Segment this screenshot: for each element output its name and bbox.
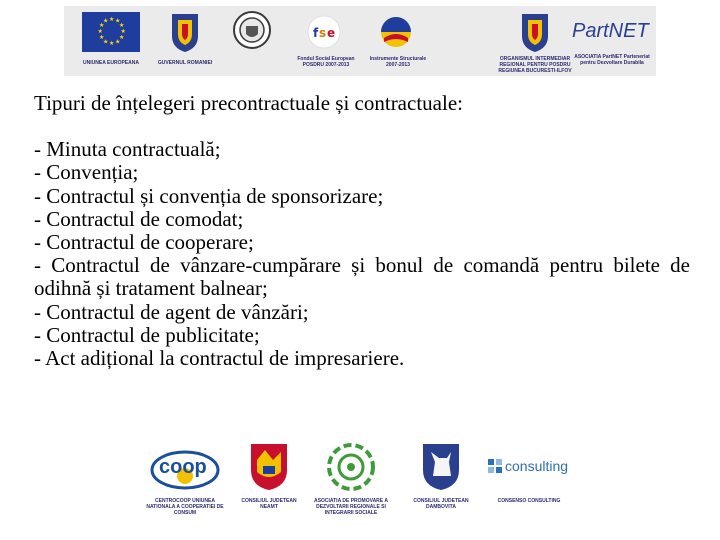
list-item: - Act adițional la contractul de impresariere. (34, 346, 405, 371)
svg-text:f: f (313, 26, 319, 40)
list-item: - Convenția; (34, 160, 139, 185)
association-caption: ASOCIATIA DE PROMOVARE A DEZVOLTARII REGIONALE SI INTEGRARII SOCIALE (314, 498, 388, 516)
svg-text:★: ★ (109, 16, 115, 23)
structural-instruments-caption: Instrumente Structurale 2007-2013 (369, 56, 427, 68)
association-logo (323, 440, 379, 494)
svg-text:★: ★ (99, 22, 105, 29)
list-item: - Contractul de vânzare-cumpărare și bonul de comandă pentru bilete de odihnă și tratament balnear; (34, 253, 690, 301)
oi-coat-of-arms-logo (518, 10, 552, 54)
svg-text:★: ★ (109, 40, 115, 47)
government-coat-of-arms-logo (168, 10, 202, 54)
coop-wordmark: coop (159, 456, 207, 478)
dambovita-coat-of-arms-logo (419, 440, 463, 492)
dambovita-caption: CONSILIUL JUDETEAN DAMBOVITA (413, 498, 469, 510)
svg-text:★: ★ (119, 22, 125, 29)
svg-text:★: ★ (103, 38, 109, 46)
svg-text:★: ★ (97, 28, 103, 35)
list-item: - Minuta contractuală; (34, 137, 221, 162)
eu-caption: UNIUNEA EUROPEANA (83, 60, 139, 66)
oi-caption: ORGANISMUL INTERMEDIAR REGIONAL PENTRU POSDRU REGIUNEA BUCURESTI-ILFOV (498, 56, 572, 74)
fse-caption: Fondul Social European POSDRU 2007-2013 (297, 56, 355, 68)
svg-text:s: s (319, 26, 327, 40)
list-item: - Contractul de cooperare; (34, 230, 254, 255)
header-logo-strip (64, 6, 656, 76)
partnet-caption: ASOCIATIA PartNET Parteneriat pentru Dezvoltare Durabila (574, 54, 650, 66)
svg-text:★: ★ (103, 17, 109, 25)
list-item: - Contractul de agent de vânzări; (34, 299, 309, 324)
partnet-logo: PartNET (572, 20, 649, 42)
list-item: - Contractul de publicitate; (34, 322, 260, 347)
svg-text:e: e (327, 26, 336, 40)
svg-text:★: ★ (99, 34, 105, 41)
footer-logo-strip (145, 438, 575, 520)
structural-instruments-logo (376, 12, 416, 52)
consulting-logo (487, 458, 503, 474)
svg-text:★: ★ (115, 17, 121, 25)
svg-text:★: ★ (115, 38, 121, 46)
seal-logo (232, 10, 272, 50)
consulting-wordmark: consulting (505, 458, 569, 474)
eu-flag-logo (82, 12, 140, 52)
neamt-caption: CONSILIUL JUDETEAN NEAMT (241, 498, 297, 510)
government-caption: GUVERNUL ROMANIEI (157, 60, 213, 66)
neamt-coat-of-arms-logo (247, 440, 291, 492)
page-title: Tipuri de înțelegeri precontractuale și contractuale: (34, 91, 463, 115)
document-body (34, 92, 690, 370)
list-item: - Contractul de comodat; (34, 206, 244, 231)
svg-text:★: ★ (120, 28, 126, 35)
consulting-caption: CONSENSO CONSULTING (497, 498, 561, 504)
svg-text:★: ★ (119, 34, 125, 41)
list-item: - Contractul și convenția de sponsorizare; (34, 183, 384, 208)
coop-caption: CENTROCOOP UNIUNEA NATIONALA A COOPERATIEI DE CONSUM (146, 498, 224, 516)
fse-logo (304, 12, 344, 52)
